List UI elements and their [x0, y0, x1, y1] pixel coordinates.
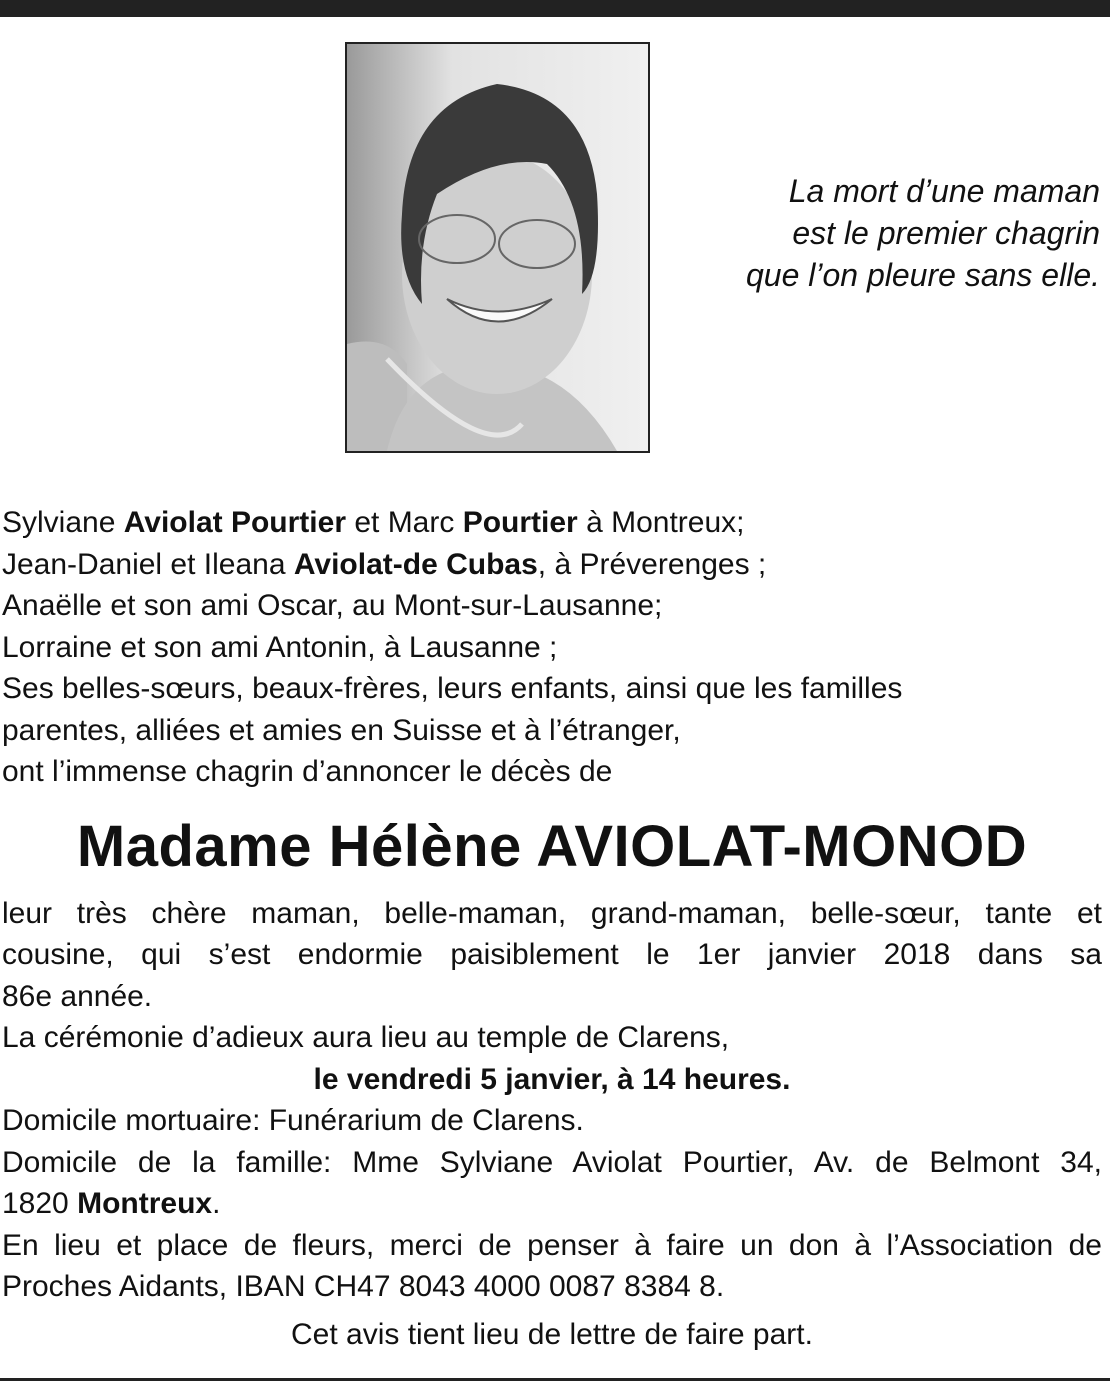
family-line-1: Sylviane Aviolat Pourtier et Marc Pourtier à Montreux;	[2, 506, 745, 539]
announcement-body	[2, 502, 1102, 1355]
family-line-6: parentes, alliées et amies en Suisse et à l’étranger,	[2, 713, 681, 747]
top-rule	[0, 0, 1110, 17]
family-address-city: 1820 Montreux.	[2, 1187, 221, 1220]
family-line-2: Jean-Daniel et Ileana Aviolat-de Cubas, à Préverenges ;	[2, 547, 767, 581]
details-line-2: cousine, qui s’est endormie paisiblement le 1er janvier 2018 dans sa	[2, 938, 1102, 971]
details-line-3: 86e année.	[2, 979, 153, 1013]
quote-line: La mort d’une maman	[788, 173, 1100, 209]
quote-line: est le premier chagrin	[792, 215, 1100, 251]
family-line-7: ont l’immense chagrin d’annoncer le décès de	[2, 755, 613, 788]
deceased-name: Madame Hélène AVIOLAT-MONOD	[76, 813, 1028, 879]
donation-line-1: En lieu et place de fleurs, merci de penser à faire un don à l’Association de	[2, 1228, 1102, 1262]
portrait-illustration	[347, 44, 648, 451]
family-line-4: Lorraine et son ami Antonin, à Lausanne ;	[2, 630, 558, 664]
family-line-5: Ses belles-sœurs, beaux-frères, leurs enfants, ainsi que les familles	[2, 672, 903, 705]
donation-line-2: Proches Aidants, IBAN CH47 8043 4000 0087 8384 8.	[2, 1270, 725, 1303]
epigraph-quote	[680, 170, 1100, 296]
ceremony-line: La cérémonie d’adieux aura lieu au temple de Clarens,	[2, 1021, 730, 1054]
quote-line: que l’on pleure sans elle.	[745, 257, 1100, 293]
mortuary-line: Domicile mortuaire: Funérarium de Clarens.	[2, 1104, 584, 1137]
details-line-1: leur très chère maman, belle-maman, grand-maman, belle-sœur, tante et	[2, 896, 1102, 930]
portrait-photo	[345, 42, 650, 453]
family-address-line: Domicile de la famille: Mme Sylviane Aviolat Pourtier, Av. de Belmont 34,	[2, 1145, 1102, 1179]
closing-line: Cet avis tient lieu de lettre de faire part.	[291, 1317, 813, 1351]
family-line-3: Anaëlle et son ami Oscar, au Mont-sur-Lausanne;	[2, 589, 663, 622]
ceremony-date: le vendredi 5 janvier, à 14 heures.	[313, 1062, 791, 1096]
